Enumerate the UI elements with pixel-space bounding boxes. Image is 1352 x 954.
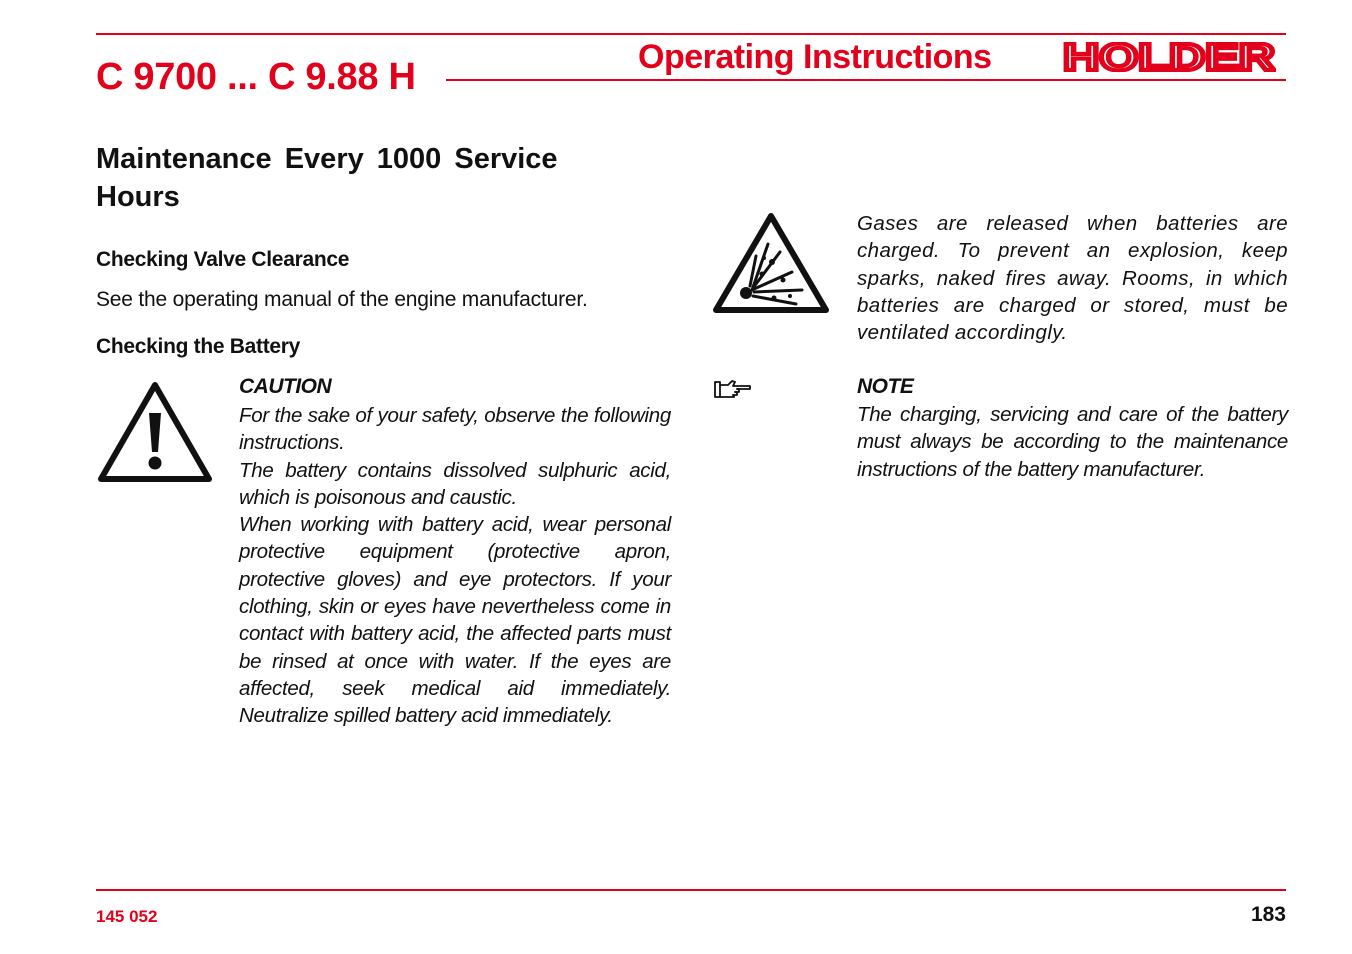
svg-text:HOLDER: HOLDER [1063,42,1275,72]
explosion-hazard-icon [712,212,830,316]
explosion-warning-text: Gases are released when batteries are charged. To prevent an explosion, keep sparks, naked fires away. Rooms, in which batteries are charged or stored, must be ventilated accordingly. [857,212,1288,345]
header-rule-bottom [446,79,1286,81]
valve-clearance-heading: Checking Valve Clearance [96,248,350,271]
battery-heading: Checking the Battery [96,335,301,358]
caution-paragraph: When working with battery acid, wear personal protective equipment (protective apron, protective gloves) and eye protectors. If your clothing, skin or eyes have nevertheless come in contact with battery acid, the affected parts must be rinsed at once with water. If the eyes are affected, seek medical aid immediately. Neutralize spilled battery acid immediately. [239,513,671,728]
model-range-title: C 9700 ... C 9.88 H [96,56,416,98]
note-label: NOTE [857,375,914,398]
document-number: 145 052 [96,907,158,926]
document-title: Operating Instructions [638,38,992,76]
holder-logo [1062,42,1276,72]
caution-label: CAUTION [239,375,332,398]
caution-text [239,402,671,730]
caution-paragraph: The battery contains dissolved sulphuric acid, which is poisonous and caustic. [239,458,671,509]
header-rule-top [96,33,1286,35]
valve-clearance-text: See the operating manual of the engine manufacturer. [96,288,588,311]
note-text: The charging, servicing and care of the battery must always be according to the maintenance instructions of the battery manufacturer. [857,403,1288,481]
section-title: Maintenance Every 1000 Service Hours [96,143,558,213]
warning-triangle-icon [96,379,214,485]
pointing-hand-icon [713,378,753,400]
caution-paragraph: For the sake of your safety, observe the following instructions. [239,404,671,455]
footer-rule [96,889,1286,891]
page-number: 183 [1250,903,1286,926]
